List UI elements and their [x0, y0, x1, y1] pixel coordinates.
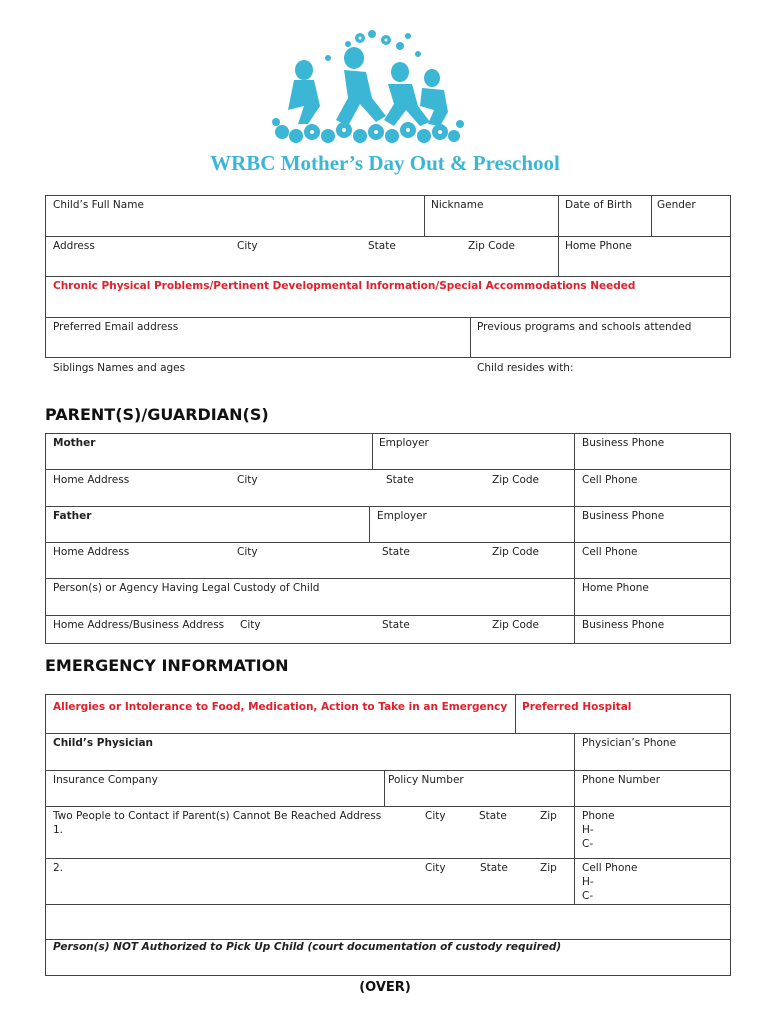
chronic-problems-field[interactable]: Chronic Physical Problems/Pertinent Developmental Information/Special Accommodations Needed — [53, 280, 636, 292]
contact-one-cell-phone[interactable]: C- — [582, 838, 594, 850]
mother-zip-field[interactable]: Zip Code — [492, 474, 539, 486]
mother-employer-field[interactable]: Employer — [379, 437, 429, 449]
custody-city-field[interactable]: City — [240, 619, 261, 631]
state-field[interactable]: State — [368, 240, 396, 252]
childs-full-name-field[interactable]: Child’s Full Name — [53, 199, 144, 211]
contact-one-number: 1. — [53, 824, 64, 836]
policy-number-field[interactable]: Policy Number — [388, 774, 464, 786]
phone-number-field[interactable]: Phone Number — [582, 774, 661, 786]
emergency-information-heading: EMERGENCY INFORMATION — [45, 656, 289, 675]
over-note: (OVER) — [359, 980, 411, 995]
contact-two-number[interactable]: 2. — [53, 862, 64, 874]
contact-one-city-field[interactable]: City — [425, 810, 446, 822]
custody-address-field[interactable]: Home Address/Business Address — [53, 619, 225, 631]
home-phone-field[interactable]: Home Phone — [565, 240, 632, 252]
previous-programs-field[interactable]: Previous programs and schools attended — [477, 321, 692, 333]
preferred-hospital-field[interactable]: Preferred Hospital — [522, 701, 632, 713]
father-zip-field[interactable]: Zip Code — [492, 546, 539, 558]
contact-two-home-phone[interactable]: H- — [582, 876, 594, 888]
custody-zip-field[interactable]: Zip Code — [492, 619, 539, 631]
page-title: WRBC Mother’s Day Out & Preschool — [210, 151, 560, 175]
contact-two-city-field[interactable]: City — [425, 862, 446, 874]
father-cell-phone-field[interactable]: Cell Phone — [582, 546, 638, 558]
father-city-field[interactable]: City — [237, 546, 258, 558]
mother-state-field[interactable]: State — [386, 474, 414, 486]
father-employer-field[interactable]: Employer — [377, 510, 427, 522]
contact-one-home-phone[interactable]: H- — [582, 824, 594, 836]
zip-code-field[interactable]: Zip Code — [468, 240, 515, 252]
allergies-field[interactable]: Allergies or Intolerance to Food, Medication, Action to Take in an Emergency — [53, 701, 508, 713]
child-resides-with-field[interactable]: Child resides with: — [477, 362, 574, 374]
custody-state-field[interactable]: State — [382, 619, 410, 631]
date-of-birth-field[interactable]: Date of Birth — [565, 199, 633, 211]
father-home-address-field[interactable]: Home Address — [53, 546, 130, 558]
contact-one-state-field[interactable]: State — [479, 810, 507, 822]
custody-home-phone-field[interactable]: Home Phone — [582, 582, 649, 594]
contact-two-cell-phone-field[interactable]: Cell Phone — [582, 862, 638, 874]
gender-field[interactable]: Gender — [657, 199, 696, 211]
physician-phone-field[interactable]: Physician’s Phone — [582, 737, 677, 749]
mother-city-field[interactable]: City — [237, 474, 258, 486]
mother-field[interactable]: Mother — [53, 437, 96, 449]
not-authorized-field[interactable]: Person(s) NOT Authorized to Pick Up Child (court documentation of custody required) — [53, 941, 562, 953]
siblings-field[interactable]: Siblings Names and ages — [53, 362, 186, 374]
childs-physician-field[interactable]: Child’s Physician — [53, 737, 154, 749]
insurance-company-field[interactable]: Insurance Company — [53, 774, 158, 786]
logo — [268, 28, 468, 146]
nickname-field[interactable]: Nickname — [431, 199, 484, 211]
contact-one-phone-field[interactable]: Phone — [582, 810, 615, 822]
mother-home-address-field[interactable]: Home Address — [53, 474, 130, 486]
contact-one-zip-field[interactable]: Zip — [540, 810, 557, 822]
children-playing-with-flowers-logo-icon — [268, 28, 468, 146]
blank-notes-row[interactable] — [46, 905, 730, 938]
parents-guardians-heading: PARENT(S)/GUARDIAN(S) — [45, 405, 269, 424]
mother-cell-phone-field[interactable]: Cell Phone — [582, 474, 638, 486]
father-field[interactable]: Father — [53, 510, 92, 522]
contact-two-cell[interactable]: C- — [582, 890, 594, 902]
contact-one-field[interactable]: Two People to Contact if Parent(s) Cannot Be Reached Address — [53, 810, 382, 822]
preferred-email-field[interactable]: Preferred Email address — [53, 321, 179, 333]
contact-two-zip-field[interactable]: Zip — [540, 862, 557, 874]
legal-custody-field[interactable]: Person(s) or Agency Having Legal Custody of Child — [53, 582, 320, 594]
father-business-phone-field[interactable]: Business Phone — [582, 510, 665, 522]
city-field[interactable]: City — [237, 240, 258, 252]
parents-table — [45, 433, 731, 644]
address-field[interactable]: Address — [53, 240, 95, 252]
custody-business-phone-field[interactable]: Business Phone — [582, 619, 665, 631]
father-state-field[interactable]: State — [382, 546, 410, 558]
contact-two-state-field[interactable]: State — [480, 862, 508, 874]
mother-business-phone-field[interactable]: Business Phone — [582, 437, 665, 449]
